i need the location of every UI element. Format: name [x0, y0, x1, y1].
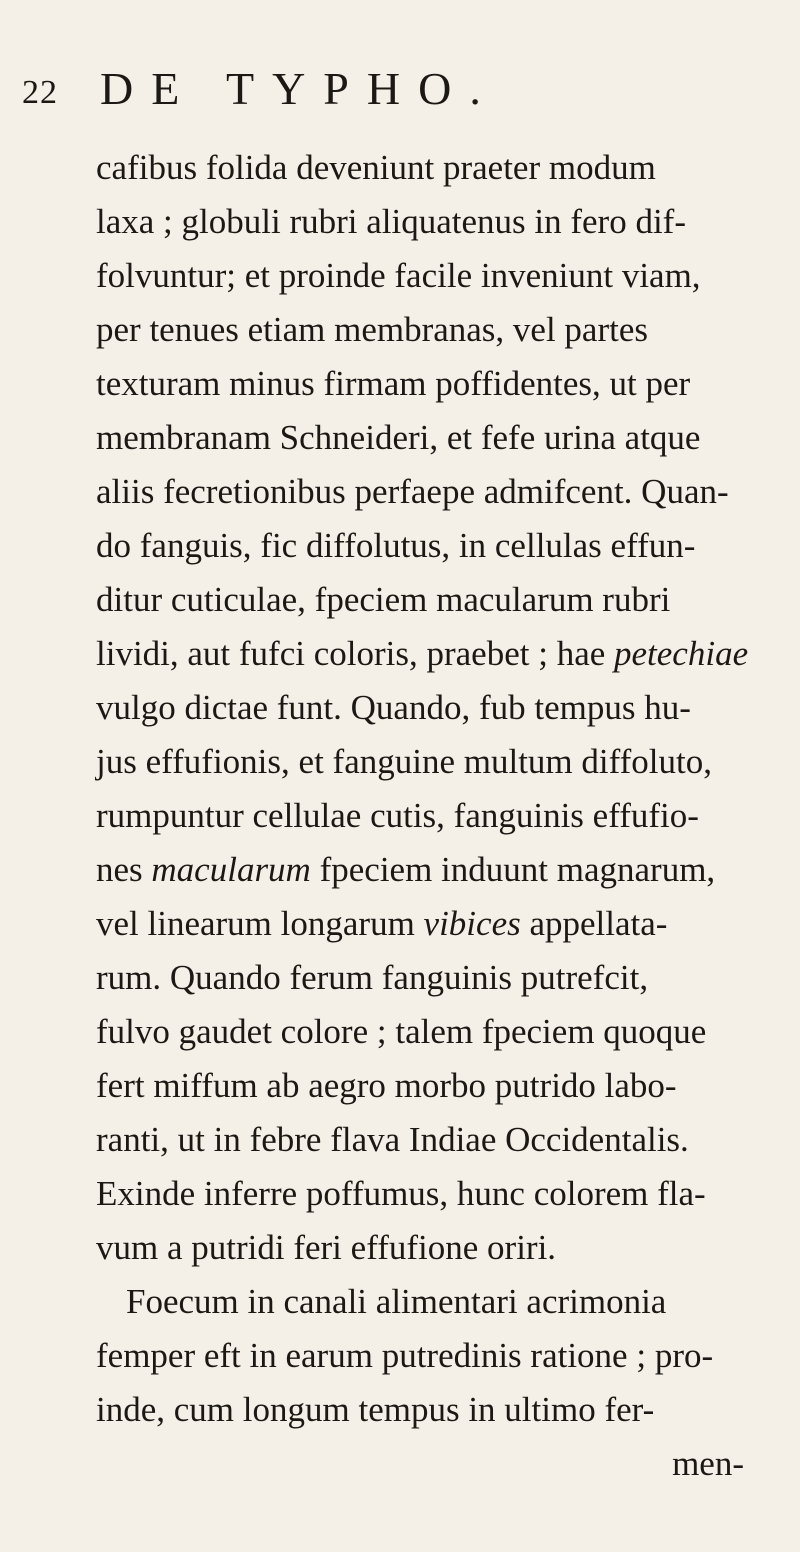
text-line: rumpuntur cellulae cutis, fanguinis effufio- — [96, 796, 699, 835]
text-line: cafibus folida deveniunt praeter modum — [96, 148, 656, 187]
text-line: folvuntur; et proinde facile inveniunt viam, — [96, 256, 701, 295]
text-line: do fanguis, fic diffolutus, in cellulas effun- — [96, 526, 696, 565]
text-line: vum a putridi feri effufione oriri. — [96, 1228, 557, 1267]
text-line: lividi, aut fufci coloris, praebet ; hae petechiae — [96, 634, 749, 673]
text-line: per tenues etiam membranas, vel partes — [96, 310, 649, 349]
text-line: laxa ; globuli rubri aliquatenus in fero dif- — [96, 202, 686, 241]
italic-term: macularum — [151, 850, 311, 889]
running-title: DE TYPHO. — [100, 63, 499, 114]
text-line: Exinde inferre poffumus, hunc colorem fla- — [96, 1174, 706, 1213]
text-line: femper eft in earum putredinis ratione ; pro- — [96, 1336, 714, 1375]
text-line: rum. Quando ferum fanguinis putrefcit, — [96, 958, 649, 997]
page-number: 22 — [22, 74, 58, 111]
text-line: vel linearum longarum vibices appellata- — [96, 904, 668, 943]
italic-term: vibices — [423, 904, 521, 943]
italic-term: petechiae — [614, 634, 749, 673]
text-line: jus effufionis, et fanguine multum diffoluto, — [96, 742, 712, 781]
paragraph-first-line: Foecum in canali alimentari acrimonia — [126, 1282, 667, 1321]
text-line: inde, cum longum tempus in ultimo fer- — [96, 1390, 655, 1429]
text-line: fulvo gaudet colore ; talem fpeciem quoque — [96, 1012, 707, 1051]
text-line: fert miffum ab aegro morbo putrido labo- — [96, 1066, 677, 1105]
text-line: nes macularum fpeciem induunt magnarum, — [96, 850, 716, 889]
text-line: vulgo dictae funt. Quando, fub tempus hu- — [96, 688, 691, 727]
text-line: ranti, ut in febre flava Indiae Occidentalis. — [96, 1120, 689, 1159]
text-line: membranam Schneideri, et fefe urina atque — [96, 418, 701, 457]
text-line: aliis fecretionibus perfaepe admifcent. Quan- — [96, 472, 729, 511]
text-line: texturam minus firmam poffidentes, ut per — [96, 364, 691, 403]
catchword: men- — [672, 1444, 744, 1483]
text-line: ditur cuticulae, fpeciem macularum rubri — [96, 580, 671, 619]
